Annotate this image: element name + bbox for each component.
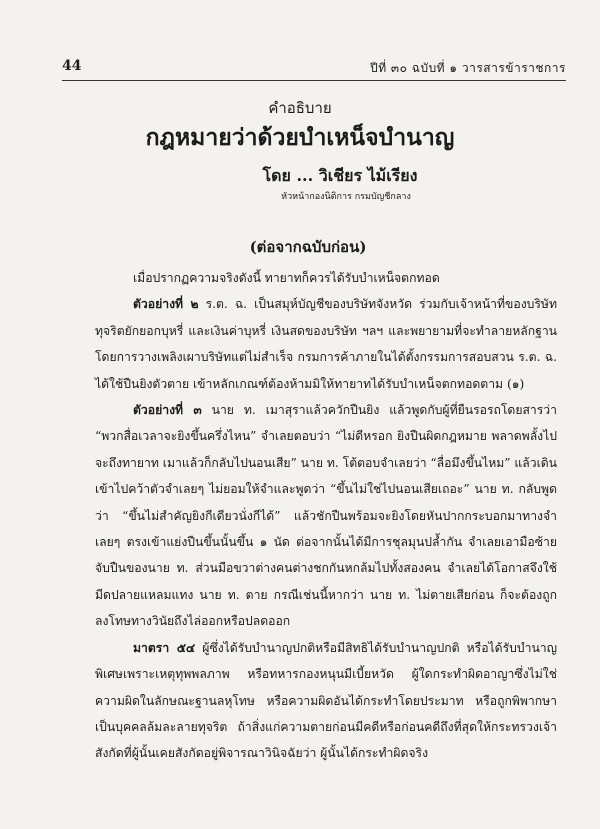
paragraph [95, 265, 557, 291]
paragraph-text: ร.ต. ฉ. เป็นสมุห์บัญชีของบริษัทจังหวัด ร่วมกับเจ้าหน้าที่ของบริษัททุจริตยักยอกบุหรี่ และเงินค่าบุหรี่ เงินสดของบริษัท ฯลฯ และพยายามที่จะทำลายหลักฐานโดยการวางเพลิงเผาบริษัทแต่ไม่สำเร็จ กรมการค้าภายในได้ตั้งกรรมการสอบสวน ร.ต. ฉ. ได้ใช้ปืนยิงตัวตาย เข้าหลักเกณฑ์ต้องห้ามมิให้ทายาทได้รับบำเหน็จตกทอดตาม (๑) [95, 297, 557, 391]
page-header [62, 58, 566, 81]
paragraph-text: นาย ท. เมาสุราแล้วควักปืนยิง แล้วพูดกับผู้ที่ยืนรอรถโดยสารว่า “พวกสื่อเวลาจะยิงขึ้นครึ่งไหน” จำเลยตอบว่า “ไม่ดีหรอก ยิงปืนผิดกฎหมาย พลาดพลั้งไปจะถึงทายาท เมาแล้วก็กลับไปนอนเสีย” นาย ท. โต้ตอบจำเลยว่า “ลื่อมึงขึ้นไหม” แล้วเดินเข้าไปคว้าตัวจำเลยๆ ไม่ยอมให้จำและพูดว่า “ขึ้นไม่ใช่ไปนอนเสียเถอะ” นาย ท. กลับพูดว่า “ขึ้นไม่สำคัญยิงกีเดียวนั่งกีได้” แล้วชักปืนพร้อมจะยิงโดยหันปากกระบอกมาทางจำเลยๆ ตรงเข้าแย่งปืนขึ้นนั้นขึ้น ๑ นัด ต่อจากนั้นได้มีการชุลมุนปล้ำกัน จำเลยเอามือซ้ายจับปืนของนาย ท. ส่วนมือขวาต่างคนต่างชกกันหกล้มไปทั้งสองคน จำเลยได้โอกาสจึงใช้มีดปลายแหลมแทง นาย ท. ตาย กรณีเช่นนี้หากว่า นาย ท. ไม่ตายเสียก่อน ก็จะต้องถูกลงโทษทางวินัยถึงไล่ออกหรือปลดออก [95, 403, 557, 629]
article-body [95, 265, 557, 767]
paragraph-text: เมื่อปรากฏความจริงดังนี้ ทายาทก็ควรได้รับบำเหน็จตกทอด [133, 271, 440, 285]
paragraph [95, 397, 557, 635]
article-title: กฎหมายว่าด้วยบำเหน็จบำนาญ [145, 124, 455, 151]
running-head: ปีที่ ๓๐ ฉบับที่ ๑ วารสารข้าราชการ [370, 61, 566, 75]
paragraph [95, 291, 557, 397]
paragraph-text: ผู้ซึ่งได้รับบำนาญปกติหรือมีสิทธิได้รับบำนาญปกติ หรือได้รับบำนาญพิเศษเพราะเหตุทุพพลภาพ หรือทหารกองหนุนมีเบี้ยหวัด ผู้ใดกระทำผิดอาญาซึ่งไม่ใช่ความผิดในลักษณะฐานลหุโทษ หรือความผิดอันได้กระทำโดยประมาท หรือถูกพิพากษาเป็นบุคคลล้มละลายทุจริต ถ้าสิ่งแก่ความตายก่อนมีคดีหรือก่อนคดีถึงที่สุดให้กระทรวงเจ้าสังกัดที่ผู้นั้นเคยสังกัดอยู่พิจารณาวินิจฉัยว่า ผู้นั้นได้กระทำผิดจริง [95, 640, 558, 761]
paragraph [95, 635, 557, 767]
continued-note: (ต่อจากฉบับก่อน) [249, 238, 367, 256]
article-author: โดย ... วิเชียร ไม้เรียง [262, 166, 418, 185]
explanation-label: คำอธิบาย [268, 99, 332, 117]
page-number: 44 [62, 58, 82, 74]
paragraph-lead: ตัวอย่างที่ ๓ [133, 403, 202, 418]
paragraph-lead: มาตรา ๕๔ [133, 640, 196, 655]
author-position: หัวหน้ากองนิติการ กรมบัญชีกลาง [281, 192, 411, 202]
paragraph-lead: ตัวอย่างที่ ๒ [133, 297, 199, 312]
